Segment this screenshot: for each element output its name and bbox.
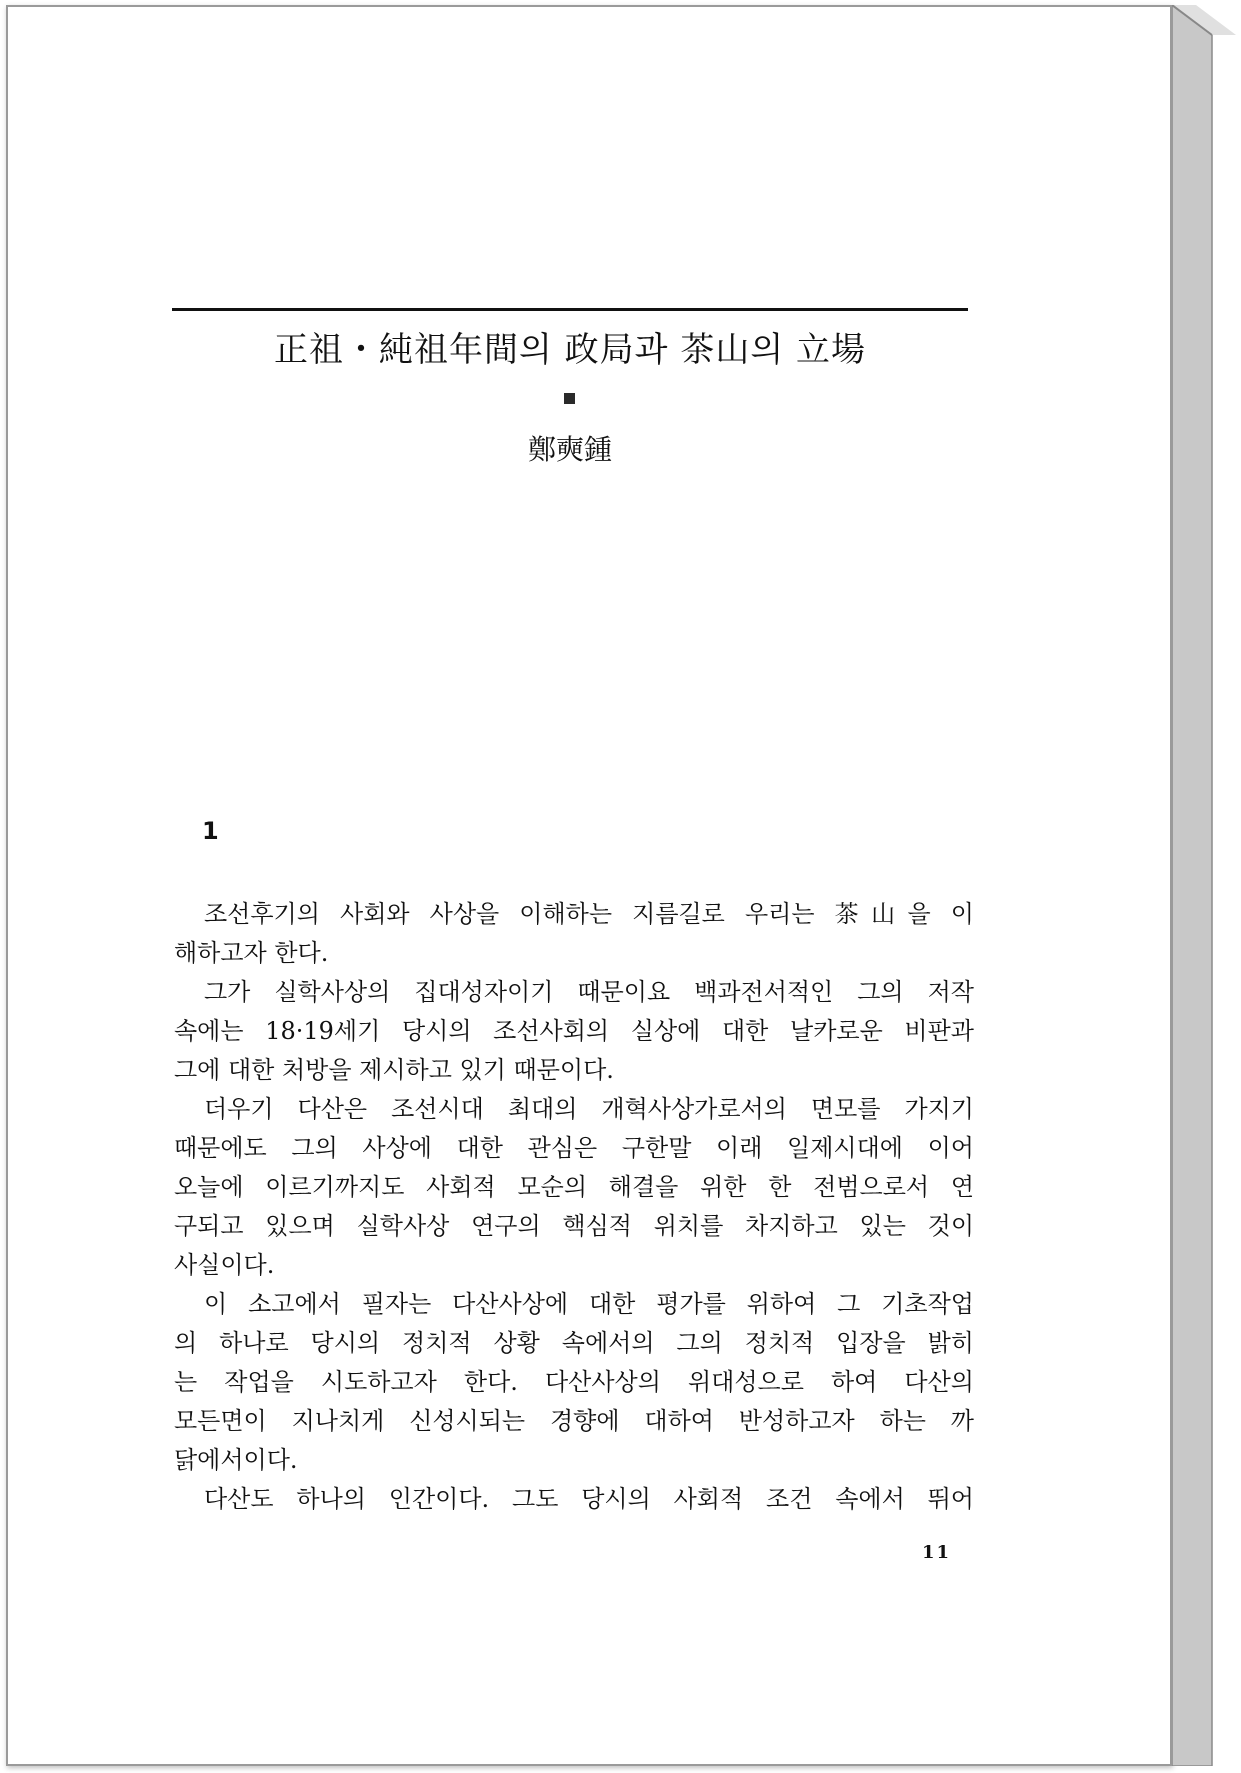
text-line: 그가 실학사상의 집대성자이기 때문이요 백과전서적인 그의 저작 [204,978,974,1006]
section-number: 1 [202,817,219,845]
text-line: 의 하나로 당시의 정치적 상황 속에서의 그의 정치적 입장을 밝히 [174,1329,974,1357]
text-line: 오늘에 이르기까지도 사회적 모순의 해결을 위한 한 전범으로서 연 [174,1173,974,1201]
page-stack-edge [1172,5,1236,1766]
body-text [174,895,974,1519]
article-title: 正祖・純祖年間의 政局과 茶山의 立場 [274,330,866,370]
page-number: 11 [922,1542,952,1563]
text-line: 때문에도 그의 사상에 대한 관심은 구한말 이래 일제시대에 이어 [174,1134,974,1162]
text-line: 속에는 18·19세기 당시의 조선사회의 실상에 대한 날카로운 비판과 [174,1017,974,1045]
text-line: 조선후기의 사회와 사상을 이해하는 지름길로 우리는 茶山을 이 [204,900,974,928]
text-line: 더우기 다산은 조선시대 최대의 개혁사상가로서의 면모를 가지기 [204,1095,974,1123]
text-line: 는 작업을 시도하고자 한다. 다산사상의 위대성으로 하여 다산의 [174,1368,974,1396]
book-page [6,5,1172,1766]
square-ornament-icon [564,393,575,404]
title-rule [172,308,968,311]
text-line: 다산도 하나의 인간이다. 그도 당시의 사회적 조건 속에서 뛰어 [204,1485,974,1513]
text-line: 사실이다. [174,1251,275,1279]
text-line: 모든면이 지나치게 신성시되는 경향에 대하여 반성하고자 하는 까 [174,1407,974,1435]
article-author: 鄭奭鍾 [527,433,612,466]
text-line: 구되고 있으며 실학사상 연구의 핵심적 위치를 차지하고 있는 것이 [174,1212,974,1240]
text-line: 닭에서이다. [174,1446,298,1474]
text-line: 이 소고에서 필자는 다산사상에 대한 평가를 위하여 그 기초작업 [204,1290,974,1318]
text-line: 그에 대한 처방을 제시하고 있기 때문이다. [174,1056,614,1084]
text-line: 해하고자 한다. [174,939,329,967]
